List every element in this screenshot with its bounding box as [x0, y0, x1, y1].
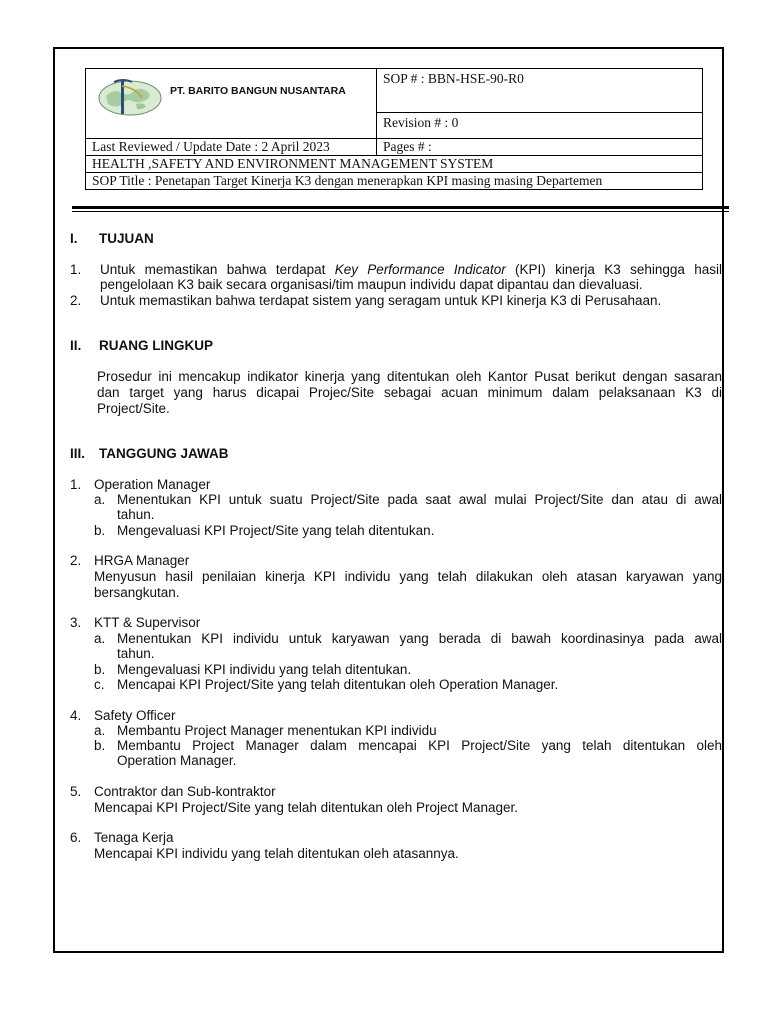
role-3-a-marker: a. [94, 631, 106, 646]
role-1-a-marker: a. [94, 492, 106, 507]
pages-count: Pages # : [377, 139, 703, 156]
purpose-item-1-emphasis: Key Performance Indicator [334, 262, 506, 277]
purpose-item-1-text-a: Untuk memastikan bahwa terdapat [100, 262, 335, 277]
role-3-b-line-1: Mengevaluasi KPI individu yang telah ditentukan. [117, 662, 412, 677]
role-3-a-line-2: tahun. [117, 646, 155, 661]
role-2-number: 2. [70, 553, 82, 568]
role-3-b-marker: b. [94, 662, 106, 677]
role-1-b-line-1: Mengevaluasi KPI Project/Site yang telah ditentukan. [117, 523, 435, 538]
sop-number: SOP # : BBN-HSE-90-R0 [377, 69, 703, 113]
section-1-number: I. [70, 231, 78, 246]
company-globe-logo-icon [92, 74, 168, 118]
role-2-line-2: bersangkutan. [94, 585, 180, 600]
last-reviewed: Last Reviewed / Update Date : 2 April 2023 [86, 139, 377, 156]
role-5-title: Contraktor dan Sub-kontraktor [94, 784, 276, 799]
role-3-a-line-1: Menentukan KPI individu untuk karyawan yang berada di bawah koordinasinya pada awal [117, 631, 722, 646]
purpose-item-1-line-2: pengelolaan K3 baik secara organisasi/tim maupun individu dapat dipantau dan dievaluasi. [100, 277, 643, 292]
purpose-item-1-text-b: (KPI) kinerja K3 sehingga hasil [505, 262, 722, 277]
role-6-title: Tenaga Kerja [94, 830, 174, 845]
role-4-b-line-1: Membantu Project Manager dalam mencapai KPI Project/Site yang telah ditentukan oleh [117, 738, 722, 753]
role-1-a-line-1: Menentukan KPI untuk suatu Project/Site pada saat awal mulai Project/Site dan atau di awal [117, 492, 722, 507]
role-4-b-line-2: Operation Manager. [117, 753, 237, 768]
section-1-title: TUJUAN [99, 231, 154, 246]
role-6-number: 6. [70, 830, 82, 845]
role-3-number: 3. [70, 615, 82, 630]
section-2-title: RUANG LINGKUP [99, 338, 213, 353]
role-1-b-marker: b. [94, 523, 106, 538]
document-header-table [85, 68, 703, 190]
role-6-line-1: Mencapai KPI individu yang telah ditentukan oleh atasannya. [94, 846, 459, 861]
role-2-title: HRGA Manager [94, 553, 190, 568]
role-1-title: Operation Manager [94, 477, 211, 492]
role-3-title: KTT & Supervisor [94, 615, 201, 630]
company-cell [86, 69, 377, 139]
scope-line-3: Project/Site. [97, 401, 170, 416]
purpose-item-2: Untuk memastikan bahwa terdapat sistem yang seragam untuk KPI kinerja K3 di Perusahaan. [100, 293, 662, 308]
scope-line-2: dan target yang harus dicapai Projec/Site sebagai acuan minimum dalam pelaksanaan K3 di [97, 385, 722, 400]
section-3-title: TANGGUNG JAWAB [99, 446, 229, 461]
role-5-number: 5. [70, 784, 82, 799]
revision-number: Revision # : 0 [377, 113, 703, 139]
role-3-c-marker: c. [94, 677, 105, 692]
section-2-number: II. [70, 338, 82, 353]
sop-title: SOP Title : Penetapan Target Kinerja K3 dengan menerapkan KPI masing masing Departemen [86, 173, 703, 190]
role-4-a-marker: a. [94, 723, 106, 738]
header-divider-thick [72, 206, 729, 209]
header-divider-thin [72, 211, 729, 212]
company-name: PT. BARITO BANGUN NUSANTARA [170, 85, 346, 97]
role-4-b-marker: b. [94, 738, 106, 753]
purpose-item-1-line-1 [100, 262, 722, 278]
role-1-number: 1. [70, 477, 82, 492]
role-4-number: 4. [70, 708, 82, 723]
role-3-c-line-1: Mencapai KPI Project/Site yang telah ditentukan oleh Operation Manager. [117, 677, 559, 692]
role-4-a-line-1: Membantu Project Manager menentukan KPI individu [117, 723, 437, 738]
purpose-item-1-number: 1. [70, 262, 82, 277]
section-3-number: III. [70, 446, 86, 461]
role-4-title: Safety Officer [94, 708, 176, 723]
role-1-a-line-2: tahun. [117, 507, 155, 522]
role-2-line-1: Menyusun hasil penilaian kinerja KPI individu yang telah dilakukan oleh atasan karyawan yang [94, 569, 722, 584]
management-system: HEALTH ,SAFETY AND ENVIRONMENT MANAGEMENT SYSTEM [86, 156, 703, 173]
scope-line-1: Prosedur ini mencakup indikator kinerja yang ditentukan oleh Kantor Pusat berikut dengan sasaran [97, 369, 722, 384]
purpose-item-2-number: 2. [70, 293, 82, 308]
role-5-line-1: Mencapai KPI Project/Site yang telah ditentukan oleh Project Manager. [94, 800, 519, 815]
